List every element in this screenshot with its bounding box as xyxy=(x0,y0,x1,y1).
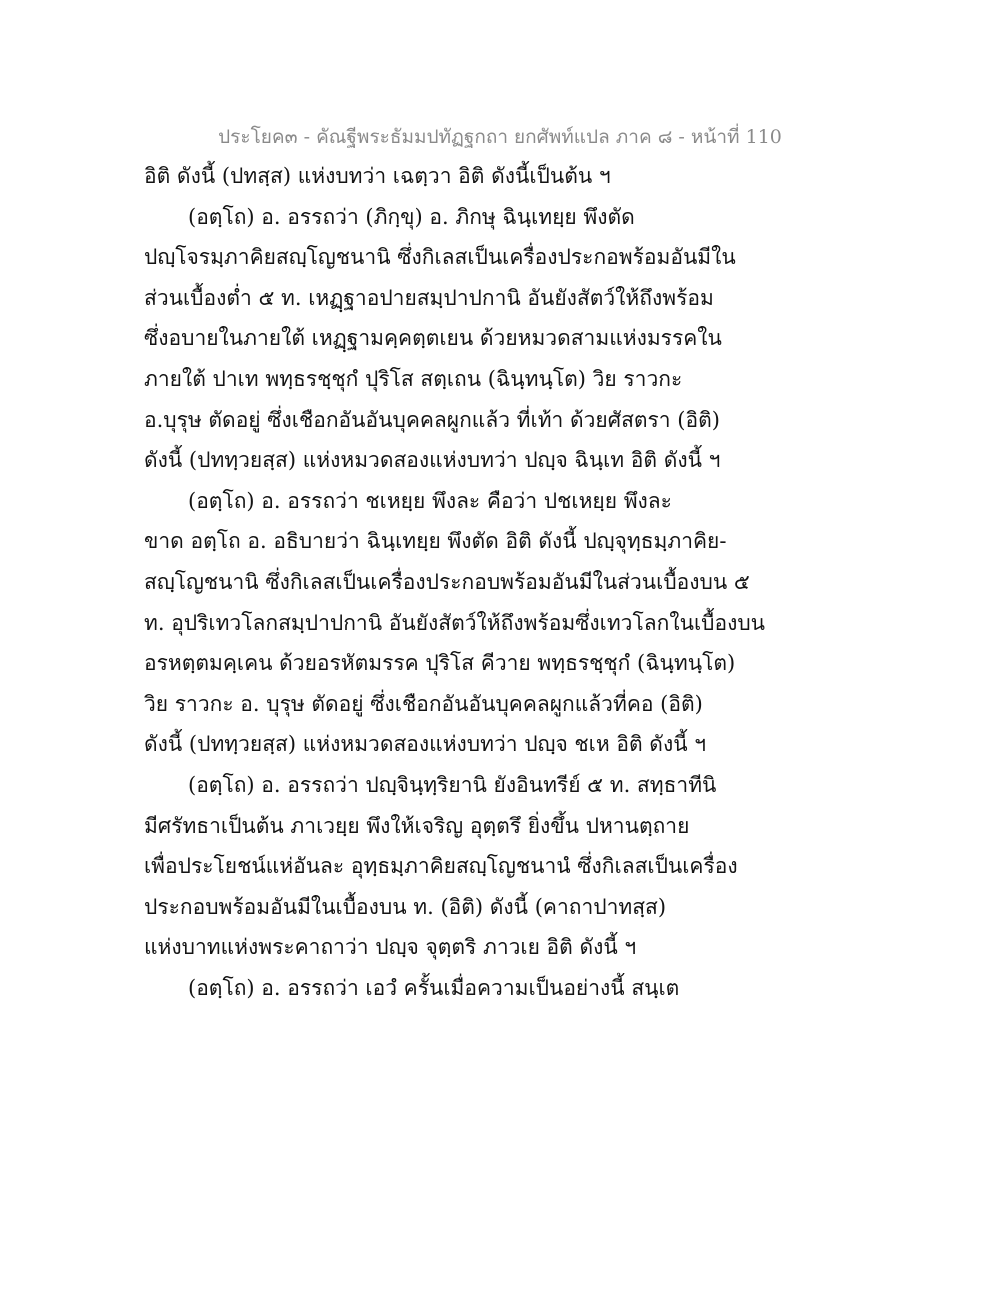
text-line: ภายใต้ ปาเท พทฺธรชฺชุกํ ปุริโส สตฺเถน (ฉินฺทนฺโต) วิย ราวกะ xyxy=(144,366,683,391)
text-line: อ.บุรุษ ตัดอยู่ ซึ่งเชือกอันอันบุคคลผูกแล้ว ที่เท้า ด้วยศัสตรา (อิติ) xyxy=(144,407,720,432)
text-line: ขาด อตฺโถ อ. อธิบายว่า ฉินฺเทยฺย พึงตัด อิติ ดังนี้ ปญฺจุทฺธมฺภาคิย- xyxy=(144,529,727,554)
text-line: (อตฺโถ) อ. อรรถว่า เอวํ ครั้นเมื่อความเป็นอย่างนี้ สนฺเต xyxy=(188,975,680,1000)
text-line: ดังนี้ (ปททฺวยสฺส) แห่งหมวดสองแห่งบทว่า ปญฺจ ฉินฺเท อิติ ดังนี้ ฯ xyxy=(144,448,721,473)
text-line: ประกอบพร้อมอันมีในเบื้องบน ท. (อิติ) ดังนี้ (คาถาปาทสฺส) xyxy=(144,894,667,919)
page-header: ประโยค๓ - คัณฐีพระธัมมปทัฏฐกถา ยกศัพท์แปล ภาค ๘ - หน้าที่ 110 xyxy=(218,126,782,148)
body-text xyxy=(144,156,874,1008)
text-line: เพื่อประโยชน์แห่อันละ อุทฺธมฺภาคิยสญฺโญชนานํ ซึ่งกิเลสเป็นเครื่อง xyxy=(144,854,738,879)
text-line: แห่งบาทแห่งพระคาถาว่า ปญฺจ จุตฺตริ ภาวเย อิติ ดังนี้ ฯ xyxy=(144,935,637,960)
text-line: (อตฺโถ) อ. อรรถว่า (ภิกฺขุ) อ. ภิกษุ ฉินฺเทยฺย พึงตัด xyxy=(188,204,635,229)
text-line: ส่วนเบื้องต่ำ ๕ ท. เหฏฺฐาอปายสมฺปาปกานิ อันยังสัตว์ให้ถึงพร้อม xyxy=(144,285,714,310)
text-line: สญฺโญชนานิ ซึ่งกิเลสเป็นเครื่องประกอบพร้อมอันมีในส่วนเบื้องบน ๕ xyxy=(144,569,750,594)
text-line: วิย ราวกะ อ. บุรุษ ตัดอยู่ ซึ่งเชือกอันอันบุคคลผูกแล้วที่คอ (อิติ) xyxy=(144,691,703,716)
text-line: อิติ ดังนี้ (ปทสฺส) แห่งบทว่า เฉตฺวา อิติ ดังนี้เป็นต้น ฯ xyxy=(144,164,611,188)
text-line: (อตฺโถ) อ. อรรถว่า ปญฺจินฺทฺริยานิ ยังอินทรีย์ ๕ ท. สทฺธาทีนิ xyxy=(188,772,717,797)
text-line: ดังนี้ (ปททฺวยสฺส) แห่งหมวดสองแห่งบทว่า ปญฺจ ชเห อิติ ดังนี้ ฯ xyxy=(144,732,707,757)
text-line: อรหตฺตมคฺเคน ด้วยอรหัตมรรค ปุริโส คีวาย พทฺธรชฺชุกํ (ฉินฺทนฺโต) xyxy=(144,651,736,676)
text-line: มีศรัทธาเป็นต้น ภาเวยฺย พึงให้เจริญ อุตฺตรึ ยิ่งขึ้น ปหานตฺถาย xyxy=(144,813,690,838)
text-line: ท. อุปริเทวโลกสมฺปาปกานิ อันยังสัตว์ให้ถึงพร้อมซึ่งเทวโลกในเบื้องบน xyxy=(144,610,766,635)
text-line: ซึ่งอบายในภายใต้ เหฏฺฐามคฺคตฺตเยน ด้วยหมวดสามแห่งมรรคใน xyxy=(144,326,722,351)
text-line: (อตฺโถ) อ. อรรถว่า ชเหยฺย พึงละ คือว่า ปชเหยฺย พึงละ xyxy=(188,488,672,513)
text-line: ปญฺโจรมฺภาคิยสญฺโญชนานิ ซึ่งกิเลสเป็นเครื่องประกอพร้อมอันมีใน xyxy=(144,245,736,270)
